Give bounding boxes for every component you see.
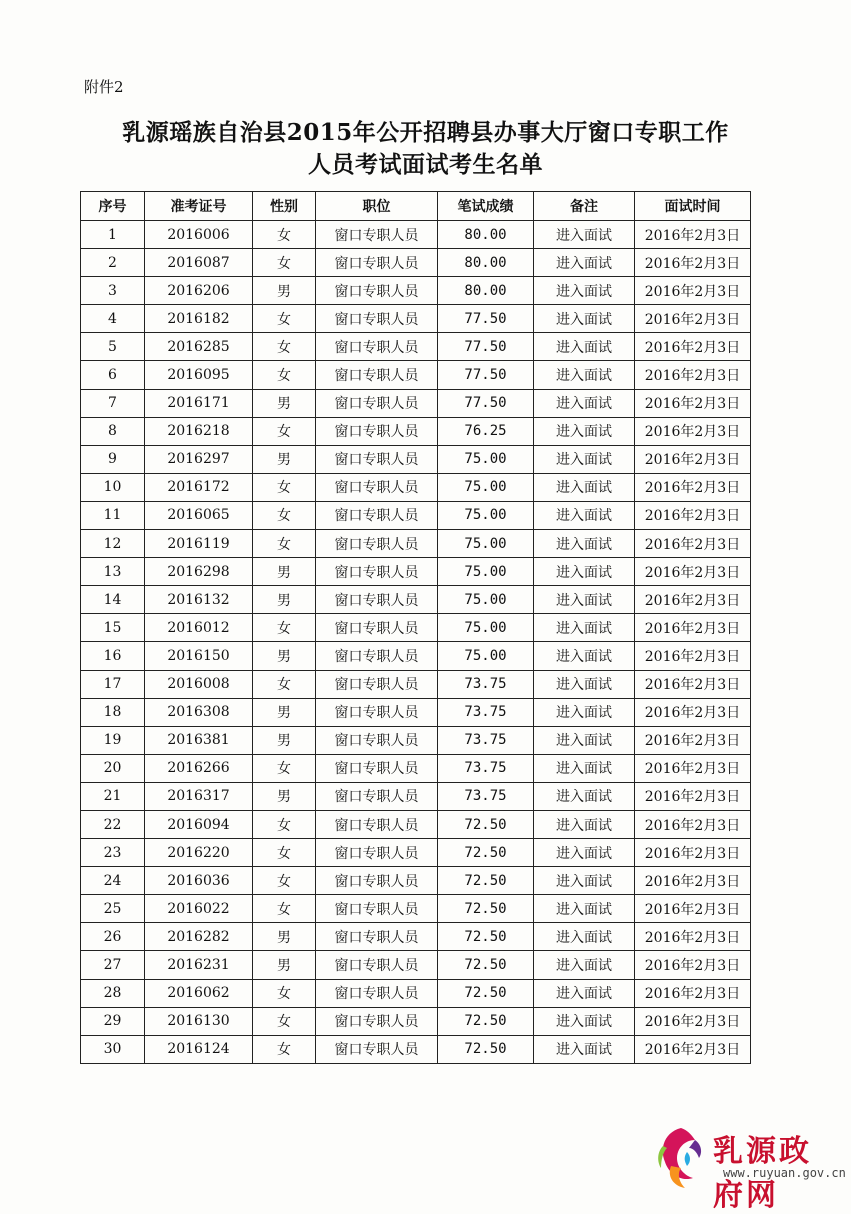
header-seq: 序号 — [81, 192, 145, 221]
table-row — [81, 839, 751, 867]
cell-seq: 25 — [81, 895, 145, 923]
table-row — [81, 754, 751, 782]
cell-position: 窗口专职人员 — [316, 305, 438, 333]
cell-seq: 12 — [81, 530, 145, 558]
table-row — [81, 726, 751, 754]
cell-interview-time: 2016年2月3日 — [635, 1007, 751, 1035]
table-row — [81, 249, 751, 277]
cell-seq: 1 — [81, 221, 145, 249]
cell-ticket-number: 2016285 — [145, 333, 253, 361]
table-row — [81, 1007, 751, 1035]
document-title-line-1: 乳源瑶族自治县2015年公开招聘县办事大厅窗口专职工作 — [122, 119, 729, 146]
cell-position: 窗口专职人员 — [316, 333, 438, 361]
cell-ticket-number: 2016308 — [145, 698, 253, 726]
cell-seq: 22 — [81, 810, 145, 838]
cell-seq: 21 — [81, 782, 145, 810]
cell-gender: 女 — [253, 333, 316, 361]
cell-seq: 2 — [81, 249, 145, 277]
cell-interview-time: 2016年2月3日 — [635, 249, 751, 277]
cell-gender: 女 — [253, 979, 316, 1007]
cell-remarks: 进入面试 — [534, 501, 635, 529]
table-row — [81, 670, 751, 698]
cell-gender: 女 — [253, 221, 316, 249]
cell-position: 窗口专职人员 — [316, 445, 438, 473]
header-remarks: 备注 — [534, 192, 635, 221]
cell-ticket-number: 2016266 — [145, 754, 253, 782]
cell-remarks: 进入面试 — [534, 698, 635, 726]
cell-position: 窗口专职人员 — [316, 558, 438, 586]
cell-written-score: 73.75 — [438, 754, 534, 782]
cell-remarks: 进入面试 — [534, 726, 635, 754]
cell-written-score: 80.00 — [438, 221, 534, 249]
cell-remarks: 进入面试 — [534, 614, 635, 642]
cell-position: 窗口专职人员 — [316, 586, 438, 614]
cell-ticket-number: 2016298 — [145, 558, 253, 586]
cell-position: 窗口专职人员 — [316, 389, 438, 417]
table-row — [81, 530, 751, 558]
cell-position: 窗口专职人员 — [316, 221, 438, 249]
cell-remarks: 进入面试 — [534, 923, 635, 951]
cell-written-score: 75.00 — [438, 586, 534, 614]
cell-gender: 女 — [253, 810, 316, 838]
cell-seq: 4 — [81, 305, 145, 333]
watermark-url: www.ruyuan.gov.cn — [723, 1166, 846, 1180]
cell-remarks: 进入面试 — [534, 389, 635, 417]
cell-ticket-number: 2016150 — [145, 642, 253, 670]
table-row — [81, 445, 751, 473]
cell-remarks: 进入面试 — [534, 810, 635, 838]
cell-interview-time: 2016年2月3日 — [635, 417, 751, 445]
cell-interview-time: 2016年2月3日 — [635, 305, 751, 333]
table-row — [81, 586, 751, 614]
cell-remarks: 进入面试 — [534, 305, 635, 333]
cell-gender: 女 — [253, 305, 316, 333]
cell-gender: 男 — [253, 389, 316, 417]
cell-ticket-number: 2016381 — [145, 726, 253, 754]
cell-interview-time: 2016年2月3日 — [635, 473, 751, 501]
cell-seq: 8 — [81, 417, 145, 445]
cell-gender: 男 — [253, 445, 316, 473]
cell-seq: 28 — [81, 979, 145, 1007]
cell-seq: 26 — [81, 923, 145, 951]
table-row — [81, 305, 751, 333]
cell-gender: 女 — [253, 895, 316, 923]
cell-interview-time: 2016年2月3日 — [635, 726, 751, 754]
table-row — [81, 810, 751, 838]
cell-ticket-number: 2016231 — [145, 951, 253, 979]
cell-gender: 女 — [253, 670, 316, 698]
cell-written-score: 77.50 — [438, 361, 534, 389]
cell-ticket-number: 2016022 — [145, 895, 253, 923]
cell-position: 窗口专职人员 — [316, 361, 438, 389]
cell-ticket-number: 2016297 — [145, 445, 253, 473]
cell-interview-time: 2016年2月3日 — [635, 614, 751, 642]
cell-ticket-number: 2016182 — [145, 305, 253, 333]
table-row — [81, 501, 751, 529]
cell-gender: 女 — [253, 417, 316, 445]
table-row — [81, 417, 751, 445]
cell-gender: 女 — [253, 839, 316, 867]
table-row — [81, 867, 751, 895]
cell-ticket-number: 2016006 — [145, 221, 253, 249]
cell-written-score: 72.50 — [438, 1007, 534, 1035]
cell-remarks: 进入面试 — [534, 530, 635, 558]
cell-gender: 女 — [253, 1007, 316, 1035]
cell-gender: 女 — [253, 473, 316, 501]
cell-interview-time: 2016年2月3日 — [635, 839, 751, 867]
cell-written-score: 75.00 — [438, 473, 534, 501]
cell-written-score: 75.00 — [438, 558, 534, 586]
table-row — [81, 277, 751, 305]
cell-ticket-number: 2016012 — [145, 614, 253, 642]
cell-written-score: 72.50 — [438, 1035, 534, 1063]
table-row — [81, 782, 751, 810]
cell-ticket-number: 2016282 — [145, 923, 253, 951]
cell-gender: 男 — [253, 726, 316, 754]
cell-interview-time: 2016年2月3日 — [635, 698, 751, 726]
cell-written-score: 77.50 — [438, 333, 534, 361]
cell-seq: 18 — [81, 698, 145, 726]
cell-written-score: 72.50 — [438, 810, 534, 838]
cell-interview-time: 2016年2月3日 — [635, 389, 751, 417]
cell-remarks: 进入面试 — [534, 867, 635, 895]
cell-written-score: 80.00 — [438, 249, 534, 277]
cell-seq: 9 — [81, 445, 145, 473]
header-position: 职位 — [316, 192, 438, 221]
cell-remarks: 进入面试 — [534, 558, 635, 586]
cell-position: 窗口专职人员 — [316, 277, 438, 305]
cell-written-score: 72.50 — [438, 979, 534, 1007]
header-ticket-number: 准考证号 — [145, 192, 253, 221]
cell-seq: 14 — [81, 586, 145, 614]
cell-ticket-number: 2016206 — [145, 277, 253, 305]
cell-interview-time: 2016年2月3日 — [635, 670, 751, 698]
cell-ticket-number: 2016317 — [145, 782, 253, 810]
document-title-line-2: 人员考试面试考生名单 — [308, 151, 543, 178]
table-row — [81, 642, 751, 670]
table-row — [81, 979, 751, 1007]
cell-seq: 30 — [81, 1035, 145, 1063]
cell-position: 窗口专职人员 — [316, 923, 438, 951]
cell-interview-time: 2016年2月3日 — [635, 558, 751, 586]
cell-remarks: 进入面试 — [534, 670, 635, 698]
cell-interview-time: 2016年2月3日 — [635, 979, 751, 1007]
cell-position: 窗口专职人员 — [316, 530, 438, 558]
cell-interview-time: 2016年2月3日 — [635, 923, 751, 951]
cell-interview-time: 2016年2月3日 — [635, 867, 751, 895]
cell-interview-time: 2016年2月3日 — [635, 754, 751, 782]
cell-remarks: 进入面试 — [534, 333, 635, 361]
cell-written-score: 73.75 — [438, 698, 534, 726]
cell-remarks: 进入面试 — [534, 586, 635, 614]
cell-position: 窗口专职人员 — [316, 1035, 438, 1063]
table-row — [81, 895, 751, 923]
table-row — [81, 923, 751, 951]
cell-gender: 女 — [253, 530, 316, 558]
cell-remarks: 进入面试 — [534, 754, 635, 782]
cell-ticket-number: 2016172 — [145, 473, 253, 501]
cell-seq: 27 — [81, 951, 145, 979]
cell-gender: 男 — [253, 586, 316, 614]
cell-written-score: 73.75 — [438, 670, 534, 698]
cell-seq: 29 — [81, 1007, 145, 1035]
cell-ticket-number: 2016095 — [145, 361, 253, 389]
cell-remarks: 进入面试 — [534, 221, 635, 249]
cell-written-score: 75.00 — [438, 501, 534, 529]
watermark-site-name: 乳源政府网 — [713, 1134, 812, 1213]
cell-seq: 13 — [81, 558, 145, 586]
header-written-score: 笔试成绩 — [438, 192, 534, 221]
cell-interview-time: 2016年2月3日 — [635, 361, 751, 389]
cell-remarks: 进入面试 — [534, 979, 635, 1007]
cell-position: 窗口专职人员 — [316, 895, 438, 923]
cell-seq: 23 — [81, 839, 145, 867]
cell-written-score: 76.25 — [438, 417, 534, 445]
cell-seq: 10 — [81, 473, 145, 501]
cell-remarks: 进入面试 — [534, 249, 635, 277]
cell-interview-time: 2016年2月3日 — [635, 221, 751, 249]
cell-interview-time: 2016年2月3日 — [635, 1035, 751, 1063]
cell-remarks: 进入面试 — [534, 473, 635, 501]
cell-gender: 男 — [253, 642, 316, 670]
cell-ticket-number: 2016119 — [145, 530, 253, 558]
cell-position: 窗口专职人员 — [316, 839, 438, 867]
cell-remarks: 进入面试 — [534, 361, 635, 389]
cell-remarks: 进入面试 — [534, 417, 635, 445]
cell-ticket-number: 2016087 — [145, 249, 253, 277]
cell-seq: 6 — [81, 361, 145, 389]
cell-position: 窗口专职人员 — [316, 670, 438, 698]
cell-position: 窗口专职人员 — [316, 726, 438, 754]
candidate-table — [80, 191, 751, 1064]
cell-ticket-number: 2016008 — [145, 670, 253, 698]
cell-written-score: 73.75 — [438, 782, 534, 810]
cell-position: 窗口专职人员 — [316, 501, 438, 529]
cell-position: 窗口专职人员 — [316, 614, 438, 642]
cell-interview-time: 2016年2月3日 — [635, 895, 751, 923]
cell-remarks: 进入面试 — [534, 895, 635, 923]
cell-ticket-number: 2016218 — [145, 417, 253, 445]
header-interview-time: 面试时间 — [635, 192, 751, 221]
cell-remarks: 进入面试 — [534, 1035, 635, 1063]
cell-gender: 女 — [253, 1035, 316, 1063]
cell-remarks: 进入面试 — [534, 951, 635, 979]
cell-seq: 7 — [81, 389, 145, 417]
cell-gender: 女 — [253, 361, 316, 389]
cell-remarks: 进入面试 — [534, 445, 635, 473]
cell-seq: 19 — [81, 726, 145, 754]
cell-ticket-number: 2016171 — [145, 389, 253, 417]
cell-position: 窗口专职人员 — [316, 473, 438, 501]
cell-written-score: 72.50 — [438, 839, 534, 867]
cell-interview-time: 2016年2月3日 — [635, 445, 751, 473]
cell-gender: 男 — [253, 277, 316, 305]
cell-written-score: 72.50 — [438, 923, 534, 951]
cell-interview-time: 2016年2月3日 — [635, 586, 751, 614]
cell-ticket-number: 2016062 — [145, 979, 253, 1007]
cell-ticket-number: 2016220 — [145, 839, 253, 867]
cell-interview-time: 2016年2月3日 — [635, 530, 751, 558]
cell-remarks: 进入面试 — [534, 1007, 635, 1035]
table-header-row — [81, 192, 751, 221]
cell-position: 窗口专职人员 — [316, 810, 438, 838]
cell-seq: 17 — [81, 670, 145, 698]
cell-gender: 男 — [253, 782, 316, 810]
cell-gender: 女 — [253, 249, 316, 277]
table-row — [81, 1035, 751, 1063]
cell-interview-time: 2016年2月3日 — [635, 782, 751, 810]
cell-seq: 24 — [81, 867, 145, 895]
cell-position: 窗口专职人员 — [316, 698, 438, 726]
cell-position: 窗口专职人员 — [316, 782, 438, 810]
cell-remarks: 进入面试 — [534, 642, 635, 670]
cell-seq: 16 — [81, 642, 145, 670]
cell-position: 窗口专职人员 — [316, 417, 438, 445]
cell-written-score: 75.00 — [438, 642, 534, 670]
cell-written-score: 75.00 — [438, 445, 534, 473]
attachment-label: 附件2 — [84, 78, 124, 96]
table-row — [81, 221, 751, 249]
table-row — [81, 389, 751, 417]
cell-written-score: 72.50 — [438, 895, 534, 923]
cell-position: 窗口专职人员 — [316, 979, 438, 1007]
cell-position: 窗口专职人员 — [316, 754, 438, 782]
cell-seq: 3 — [81, 277, 145, 305]
cell-gender: 女 — [253, 614, 316, 642]
cell-position: 窗口专职人员 — [316, 951, 438, 979]
cell-written-score: 80.00 — [438, 277, 534, 305]
cell-gender: 男 — [253, 558, 316, 586]
cell-interview-time: 2016年2月3日 — [635, 277, 751, 305]
table-row — [81, 614, 751, 642]
cell-seq: 20 — [81, 754, 145, 782]
site-watermark — [651, 1122, 846, 1213]
cell-written-score: 75.00 — [438, 614, 534, 642]
cell-gender: 男 — [253, 698, 316, 726]
table-row — [81, 361, 751, 389]
cell-ticket-number: 2016124 — [145, 1035, 253, 1063]
cell-ticket-number: 2016094 — [145, 810, 253, 838]
table-row — [81, 473, 751, 501]
cell-interview-time: 2016年2月3日 — [635, 951, 751, 979]
cell-ticket-number: 2016065 — [145, 501, 253, 529]
table-row — [81, 333, 751, 361]
cell-ticket-number: 2016036 — [145, 867, 253, 895]
cell-gender: 女 — [253, 754, 316, 782]
cell-position: 窗口专职人员 — [316, 867, 438, 895]
cell-position: 窗口专职人员 — [316, 1007, 438, 1035]
cell-interview-time: 2016年2月3日 — [635, 642, 751, 670]
dragon-logo-icon — [651, 1122, 711, 1192]
cell-seq: 5 — [81, 333, 145, 361]
cell-interview-time: 2016年2月3日 — [635, 501, 751, 529]
table-row — [81, 951, 751, 979]
cell-gender: 女 — [253, 501, 316, 529]
cell-written-score: 72.50 — [438, 951, 534, 979]
cell-position: 窗口专职人员 — [316, 249, 438, 277]
cell-gender: 男 — [253, 951, 316, 979]
cell-remarks: 进入面试 — [534, 782, 635, 810]
cell-remarks: 进入面试 — [534, 277, 635, 305]
cell-seq: 15 — [81, 614, 145, 642]
cell-position: 窗口专职人员 — [316, 642, 438, 670]
header-gender: 性别 — [253, 192, 316, 221]
cell-written-score: 75.00 — [438, 530, 534, 558]
cell-written-score: 77.50 — [438, 305, 534, 333]
cell-written-score: 72.50 — [438, 867, 534, 895]
cell-interview-time: 2016年2月3日 — [635, 333, 751, 361]
cell-seq: 11 — [81, 501, 145, 529]
cell-remarks: 进入面试 — [534, 839, 635, 867]
cell-interview-time: 2016年2月3日 — [635, 810, 751, 838]
table-row — [81, 698, 751, 726]
cell-gender: 男 — [253, 923, 316, 951]
table-row — [81, 558, 751, 586]
cell-ticket-number: 2016130 — [145, 1007, 253, 1035]
cell-written-score: 77.50 — [438, 389, 534, 417]
cell-ticket-number: 2016132 — [145, 586, 253, 614]
cell-gender: 女 — [253, 867, 316, 895]
cell-written-score: 73.75 — [438, 726, 534, 754]
